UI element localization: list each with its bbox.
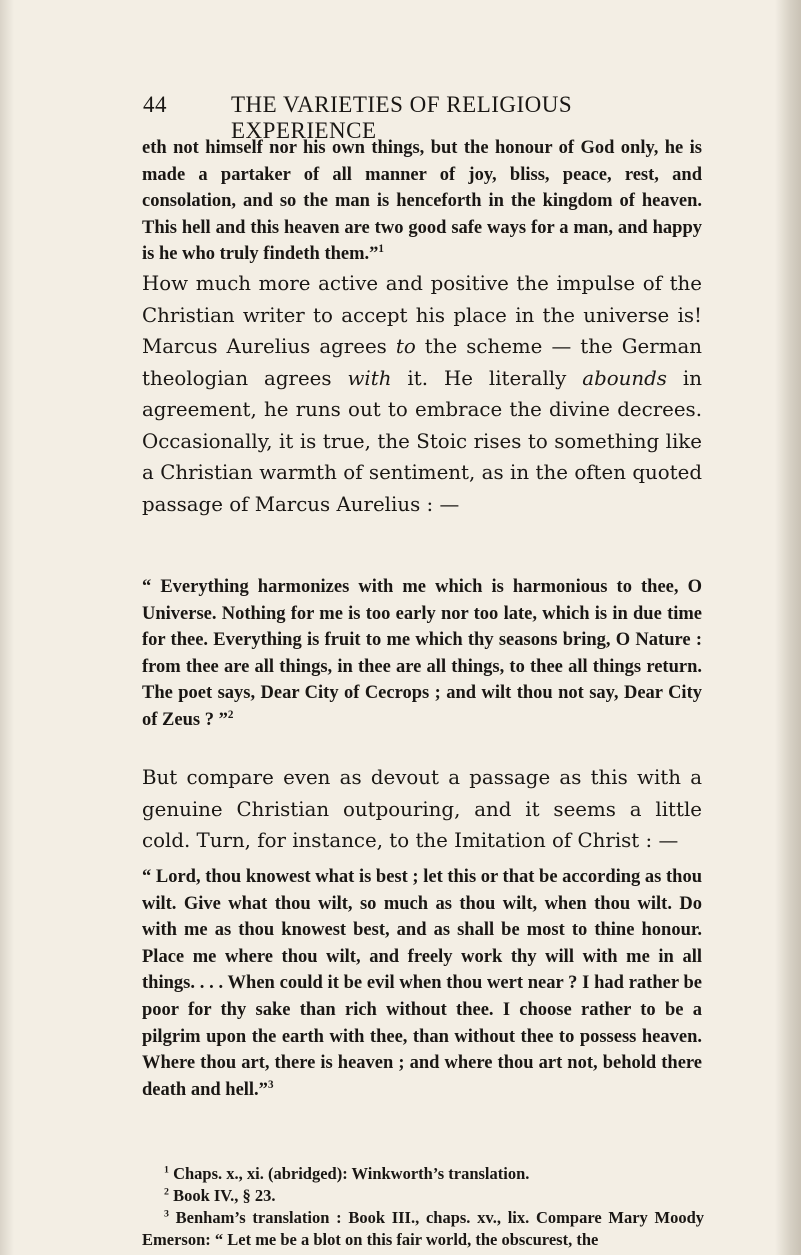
footnote-ref-2: 2 bbox=[227, 708, 234, 721]
emphasis-to: to bbox=[395, 335, 416, 358]
emphasis-with: with bbox=[347, 366, 392, 390]
body-paragraph-imitation bbox=[142, 762, 702, 857]
paragraph-text: “ Everything harmonizes with me which is harmonious to thee, O Universe. Nothing for me is too early nor too late, which is in due time for thee. Everything is fruit to me which thy seasons bring, O Nature : from thee are all things, in thee are all things, to thee all things return. The poet says, Dear City of Cecrops ; and wilt thou not say, Dear City of Zeus ? ” bbox=[142, 577, 702, 730]
footnote-mark: 1 bbox=[164, 1164, 169, 1176]
footnote-ref-1: 1 bbox=[378, 243, 384, 256]
paragraph-text: the scheme — the German theologian agrees bbox=[142, 335, 702, 390]
footnote-3 bbox=[142, 1207, 704, 1251]
running-title: THE VARIETIES OF RELIGIOUS EXPERIENCE bbox=[231, 92, 573, 143]
footnote-mark: 2 bbox=[164, 1186, 169, 1198]
paragraph-text: But compare even as devout a passage as this with a genuine Christian outpouring, and it seems a little cold. Turn, for instance, to the Imitation of Christ : — bbox=[142, 766, 702, 852]
running-header bbox=[143, 92, 703, 143]
page-edge-right bbox=[775, 0, 801, 1255]
paragraph-text: How much more active and positive the impulse of the Christian writer to accept his place in the universe is! Marcus Aurelius agrees bbox=[142, 272, 702, 358]
quote-paragraph-imitation bbox=[142, 864, 702, 1103]
footnote-text: Benham’s translation : Book III., chaps. xv., lix. Compare Mary Moody Emerson: “ Let me be a blot on this fair world, the obscurest, the bbox=[142, 1208, 705, 1249]
footnote-1 bbox=[142, 1163, 704, 1185]
quote-paragraph-eckhart bbox=[142, 135, 702, 268]
page-edge-left bbox=[0, 0, 14, 1255]
footnote-mark: 3 bbox=[164, 1208, 169, 1220]
paragraph-text: it. He literally bbox=[391, 366, 583, 390]
footnotes bbox=[142, 1163, 704, 1251]
page-number: 44 bbox=[143, 92, 167, 117]
body-paragraph-comparison bbox=[142, 268, 702, 520]
footnote-text: Chaps. x., xi. (abridged): Winkworth’s translation. bbox=[173, 1164, 530, 1183]
quote-paragraph-aurelius bbox=[142, 574, 702, 734]
paragraph-text: “ Lord, thou knowest what is best ; let this or that be according as thou wilt. Give what thou wilt, so much as thou wilt, when thou wilt. Do with me as thou knowest best, and as shall be most to thine honour. Place me where thou wilt, and freely work thy will with me in all things. . . . When could it be evil when thou wert near ? I had rather be poor for thy sake than rich without thee. I choose rather to be a pilgrim upon the earth with thee, than without thee to possess heaven. Where thou art, there is heaven ; and where thou art not, behold there death and hell.” bbox=[142, 867, 702, 1100]
paragraph-text: eth not himself nor his own things, but the honour of God only, he is made a partaker of all manner of joy, bliss, peace, rest, and consolation, and so the man is henceforth in the kingdom of heaven. This hell and this heaven are two good safe ways for a man, and happy is he who truly findeth them.” bbox=[142, 138, 702, 265]
footnote-2 bbox=[142, 1185, 704, 1207]
footnote-ref-3: 3 bbox=[267, 1078, 274, 1091]
footnote-text: Book IV., § 23. bbox=[173, 1186, 276, 1205]
paragraph-text: in agreement, he runs out to embrace the divine decrees. Occasionally, it is true, the Stoic rises to something like a Christian warmth of sentiment, as in the often quoted passage of Marcus Aurelius : — bbox=[142, 366, 702, 516]
emphasis-abounds: abounds bbox=[582, 366, 667, 390]
